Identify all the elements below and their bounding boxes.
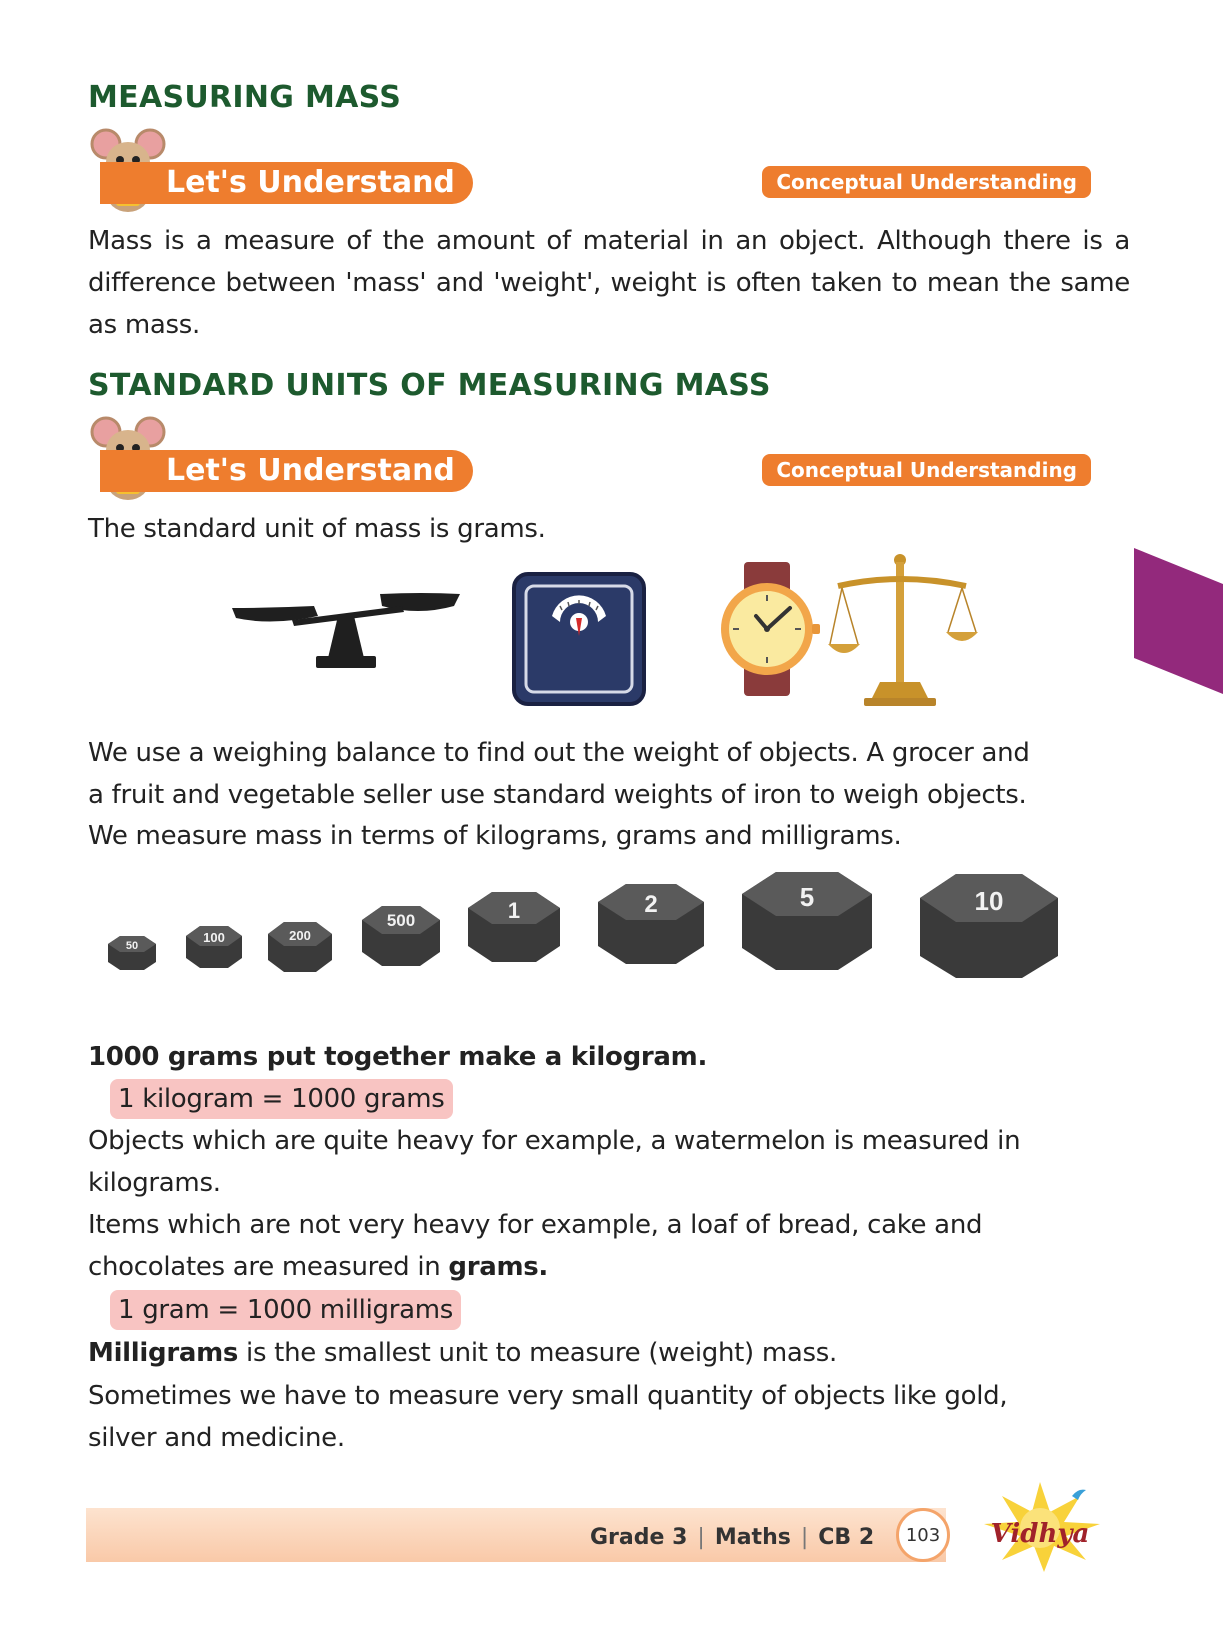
weight-1 [468,892,560,962]
logo-text: Vidhya [990,1519,1090,1549]
footer-subject: Maths [714,1524,791,1550]
heavy-objects-line-1: Objects which are quite heavy for example, a watermelon is measured in [88,1126,1021,1156]
section-heading-measuring-mass: MEASURING MASS [88,80,402,115]
weight-label-2: 2 [644,891,658,918]
weighing-balance-line-2: a fruit and vegetable seller use standard weights of iron to weigh objects. [88,780,1027,810]
lets-understand-banner: Let's Understand [100,450,473,492]
light-items-text: chocolates are measured in [88,1252,449,1282]
mass-definition-paragraph: Mass is a measure of the amount of material in an object. Although there is a difference between 'mass' and 'weight', weight is often taken to mean the same as mass. [88,226,1130,340]
gold-balance-scale-icon [828,552,978,706]
bathroom-scale-icon [512,572,646,706]
weight-200 [268,922,332,972]
weighing-balance-line-3: We measure mass in terms of kilograms, grams and milligrams. [88,821,902,851]
weight-label-10: 10 [974,886,1004,916]
grams-bold: grams. [448,1252,549,1282]
conceptual-understanding-tag: Conceptual Understanding [762,166,1091,198]
section-heading-standard-units: STANDARD UNITS OF MEASURING MASS [88,368,771,403]
page-number-badge [896,1508,950,1562]
light-items-line-2 [88,1246,548,1288]
weight-2 [598,884,704,964]
weight-5 [742,872,872,970]
standard-unit-sentence: The standard unit of mass is grams. [88,514,546,544]
conceptual-understanding-tag: Conceptual Understanding [762,454,1091,486]
gram-formula-highlight: 1 gram = 1000 milligrams [110,1290,461,1330]
weighing-balance-line-1: We use a weighing balance to find out the weight of objects. A grocer and [88,738,1030,768]
milligrams-rest: is the smallest unit to measure (weight) mass. [238,1338,837,1368]
vidhya-logo [960,1478,1120,1574]
page-number: 103 [905,1524,941,1546]
footer-info [590,1520,874,1554]
wristwatch-icon [718,562,820,696]
footer-separator: | [800,1524,809,1550]
weight-50 [108,936,156,970]
footer-separator: | [697,1524,705,1550]
footer-grade: Grade 3 [590,1524,688,1550]
kilogram-formula-highlight: 1 kilogram = 1000 grams [110,1079,453,1119]
milligrams-sentence [88,1332,837,1374]
weight-label-1: 1 [507,898,521,923]
small-quantity-line-1: Sometimes we have to measure very small quantity of objects like gold, [88,1381,1008,1411]
kilogram-definition: 1000 grams put together make a kilogram. [88,1042,708,1072]
small-quantity-line-2: silver and medicine. [88,1423,345,1453]
lets-understand-banner: Let's Understand [100,162,473,204]
weight-10 [920,874,1058,978]
black-balance-scale-icon [232,586,460,676]
light-items-line-1: Items which are not very heavy for example, a loaf of bread, cake and [88,1210,983,1240]
weight-500 [362,906,440,966]
side-tab-decoration [1134,548,1223,694]
footer-book: CB 2 [818,1524,875,1550]
milligrams-bold: Milligrams [88,1338,239,1368]
weight-label-100: 100 [203,930,225,945]
heavy-objects-line-2: kilograms. [88,1168,221,1198]
weight-label-50: 50 [125,940,139,952]
weight-label-5: 5 [799,882,815,912]
weight-label-500: 500 [386,911,416,930]
standard-weights-row [100,866,1120,1006]
weight-100 [186,926,242,968]
weight-label-200: 200 [289,928,311,943]
